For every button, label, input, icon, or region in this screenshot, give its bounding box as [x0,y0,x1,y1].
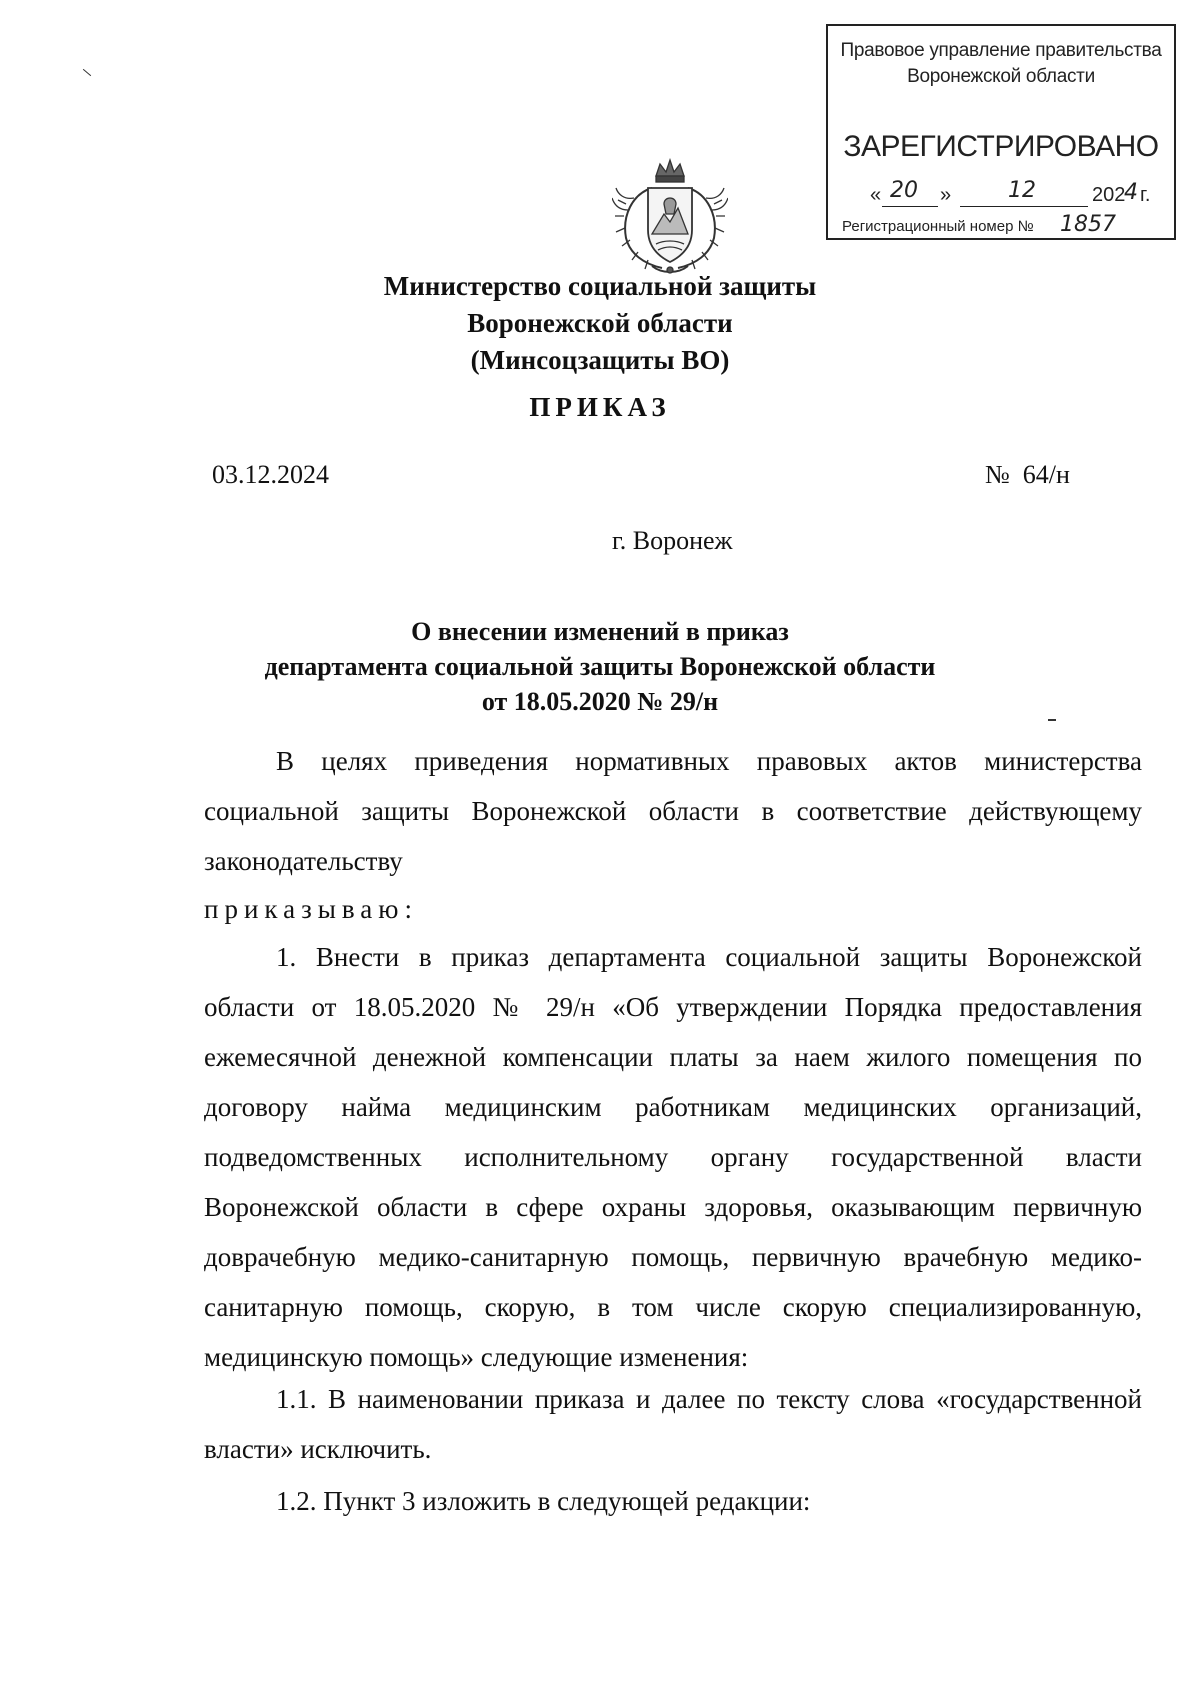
stamp-registered-label: ЗАРЕГИСТРИРОВАНО [843,130,1159,163]
stamp-authority: Правовое управление правительства Воронежской области [840,40,1162,87]
stamp-year-digit: 4 [1124,180,1138,205]
document-date: 03.12.2024 [212,460,329,489]
coat-of-arms-icon [612,158,728,278]
stamp-date: « 20 » 12 202 4 г. [870,178,1151,206]
scan-artifact [83,69,91,76]
item-1-paragraph: 1. Внести в приказ департамента социальной защиты Воронежской области от 18.05.2020 № 29/н «Об утверждении Порядка предоставления ежемесячной денежной компенсации платы за наем жилого помещения по договору найма медицинским работникам медицинских организаций, подведомственных исполнительному органу государственной власти Воронежской области в сфере охраны здоровья, оказывающим первичную доврачебную медико-санитарную помощь, первичную врачебную медико-санитарную помощь, скорую, в том числе скорую специализированную, медицинскую помощь» следующие изменения: [204,942,1142,1372]
item-1-1-paragraph: 1.1. В наименовании приказа и далее по тексту слова «государственной власти» исключить. [204,1384,1142,1464]
registration-stamp [826,24,1176,240]
stamp-month: 12 [1008,178,1036,203]
intro-paragraph: В целях приведения нормативных правовых актов министерства социальной защиты Воронежской области в соответствие действующему законодательству [204,746,1142,876]
organization-name: Министерство социальной защиты Воронежской области (Минсоцзащиты ВО) [383,271,817,375]
stamp-day: 20 [890,178,918,203]
order-word: приказываю: [204,894,418,924]
scan-artifact [1048,719,1056,721]
stamp-registration-number: Регистрационный номер № 1857 [842,218,1164,244]
document-type: ПРИКАЗ [529,392,671,422]
stamp-reg-number: 1857 [1060,212,1116,237]
document-city: г. Воронеж [612,526,733,555]
document-number: № 64/н [985,460,1070,489]
document-subject: О внесении изменений в приказ департамента социальной защиты Воронежской области от 18.05.2020 № 29/н [264,617,936,716]
item-1-2-paragraph: 1.2. Пункт 3 изложить в следующей редакции: [276,1486,811,1516]
